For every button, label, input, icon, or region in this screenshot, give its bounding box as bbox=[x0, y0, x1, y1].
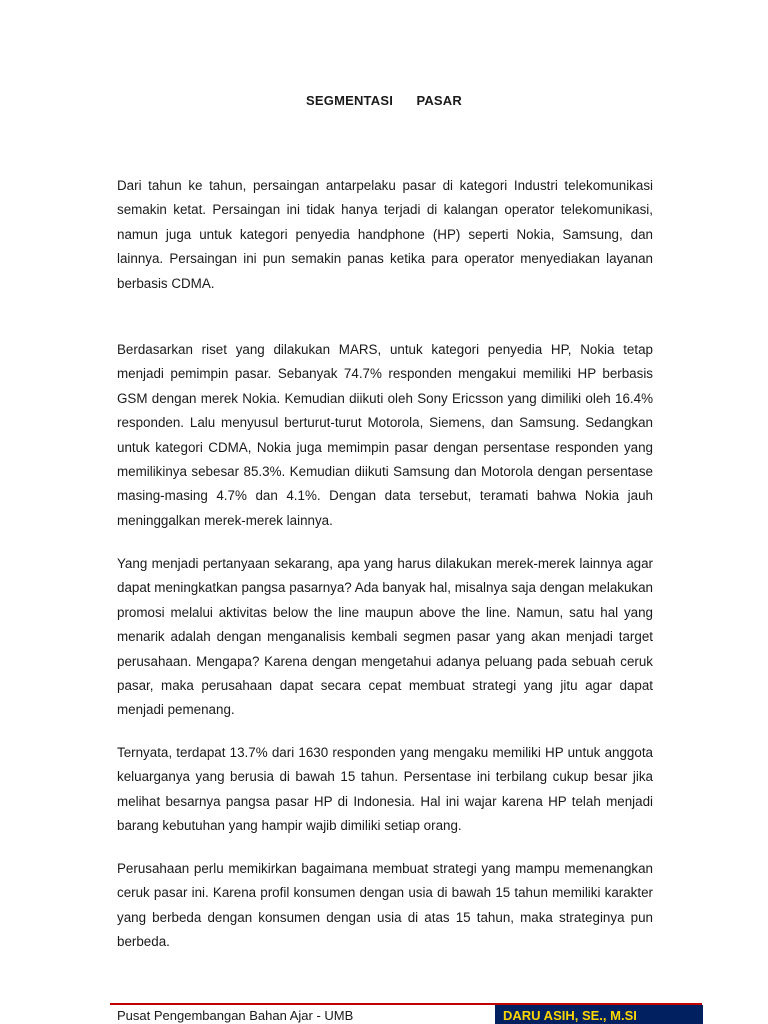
paragraph-3: Yang menjadi pertanyaan sekarang, apa yang harus dilakukan merek-merek lainnya agar dapat meningkatkan pangsa pasarnya? Ada banyak hal, misalnya saja dengan melakukan promosi melalui aktivitas below the line maupun above the line. Namun, satu hal yang menarik adalah dengan menganalisis kembali segmen pasar yang akan menjadi target perusahaan. Mengapa? Karena dengan mengetahui adanya peluang pada sebuah ceruk pasar, maka perusahaan dapat secara cepat membuat strategi yang jitu agar dapat menjadi pemenang. bbox=[117, 556, 653, 718]
paragraph-5: Perusahaan perlu memikirkan bagaimana membuat strategi yang mampu memenangkan ceruk pasar ini. Karena profil konsumen dengan usia di bawah 15 tahun memiliki karakter yang berbeda dengan konsumen dengan usia di atas 15 tahun, maka strateginya pun berbeda. bbox=[117, 861, 653, 950]
footer-institution: Pusat Pengembangan Bahan Ajar - UMB bbox=[117, 1008, 354, 1023]
paragraph-4: Ternyata, terdapat 13.7% dari 1630 responden yang mengaku memiliki HP untuk anggota keluarganya yang berusia di bawah 15 tahun. Persentase ini terbilang cukup besar jika melihat besarnya pangsa pasar HP di Indonesia. Hal ini wajar karena HP telah menjadi barang kebutuhan yang hampir wajib dimiliki setiap orang. bbox=[117, 745, 653, 834]
paragraph-2: Berdasarkan riset yang dilakukan MARS, untuk kategori penyedia HP, Nokia tetap menjadi pemimpin pasar. Sebanyak 74.7% responden mengakui memiliki HP berbasis GSM dengan merek Nokia. Kemudian diikuti oleh Sony Ericsson yang dimiliki oleh 16.4% responden. Lalu menyusul berturut-turut Motorola, Siemens, dan Samsung. Sedangkan untuk kategori CDMA, Nokia juga memimpin pasar dengan persentase responden yang memilikinya sebesar 85.3%. Kemudian diikuti Samsung dan Motorola dengan persentase masing-masing 4.7% dan 4.1%. Dengan data tersebut, teramati bahwa Nokia jauh meninggalkan merek-merek lainnya. bbox=[117, 342, 653, 528]
document-title: SEGMENTASI PASAR bbox=[306, 93, 462, 108]
paragraph-1: Dari tahun ke tahun, persaingan antarpelaku pasar di kategori Industri telekomunikasi semakin ketat. Persaingan ini tidak hanya terjadi di kalangan operator telekomunikasi, namun juga untuk kategori penyedia handphone (HP) seperti Nokia, Samsung, dan lainnya. Persaingan ini pun semakin panas ketika para operator menyediakan layanan berbasis CDMA. bbox=[117, 178, 653, 291]
footer-author-badge: DARU ASIH, SE., M.SI bbox=[495, 1005, 703, 1024]
